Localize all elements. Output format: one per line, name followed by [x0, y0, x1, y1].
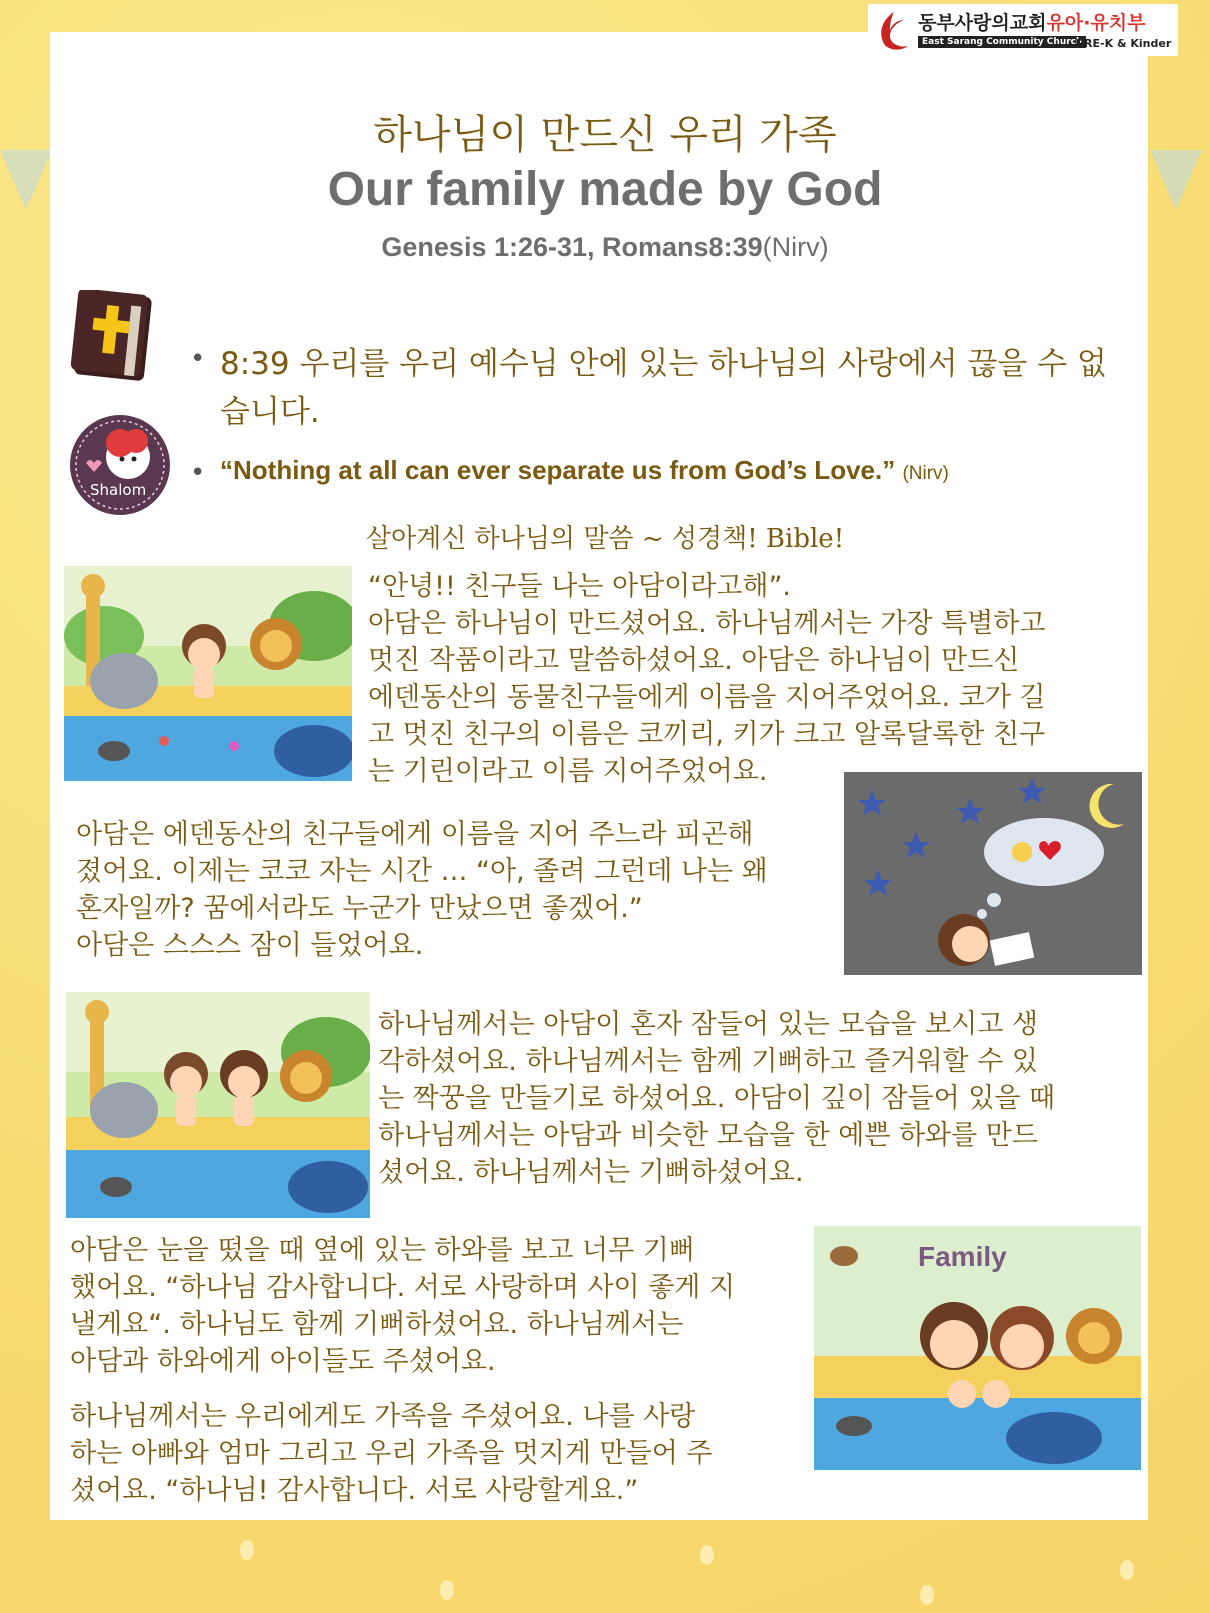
logo-english-name: East Sarang Community Church: [918, 36, 1086, 48]
background-light: [920, 1585, 934, 1605]
paragraph-adam-intro: “안녕!! 친구들 나는 아담이라고해”. 아담은 하나님이 만드셨어요. 하나님께서는 가장 특별하고 멋진 작품이라고 말씀하셨어요. 아담은 하나님이 만드신 에덴동산의 동물친구들에게 이름을 지어주었어요. 코가 길 고 멋진 친구의 이름은 코끼리, 키가 크고 알록달록한 친구 는 기린이라고 이름 지어주었어요.: [368, 571, 1046, 787]
scripture-reference: Genesis 1:26-31, Romans8:39(Nirv): [381, 232, 829, 262]
family-label: Family: [918, 1241, 1007, 1272]
eden-animals-illustration: [64, 566, 352, 781]
paragraph-eve-created: 하나님께서는 아담이 혼자 잠들어 있는 모습을 보시고 생 각하셨어요. 하나님께서는 함께 기뻐하고 즐거워할 수 있 는 짝꿍을 만들기로 하셨어요. 아담이 깊이 잠들어 있을 때 하나님께서는 아담과 비슷한 모습을 한 예쁜 하와를 만드 셨어요. 하나님께서는 기뻐하셨어요.: [378, 1009, 1056, 1188]
verse-korean: 8:39 우리를 우리 예수님 안에 있는 하나님의 사랑에서 끊을 수 없습니다.: [220, 346, 1107, 430]
verse-english: “Nothing at all can ever separate us from God’s Love.” (Nirv): [220, 455, 949, 485]
bullet-dot: •: [190, 458, 206, 488]
background-light: [1120, 1560, 1134, 1580]
logo-name: 동부사랑의교회유아·유치부: [918, 12, 1146, 34]
church-flame-icon: [874, 10, 914, 52]
bible-caption: 살아계신 하나님의 말씀 ~ 성경책! Bible!: [365, 524, 845, 554]
title-english: Our family made by God: [327, 163, 883, 216]
paragraph-our-family: 하나님께서는 우리에게도 가족을 주셨어요. 나를 사랑 하는 아빠와 엄마 그리고 우리 가족을 멋지게 만들어 주 셨어요. “하나님! 감사합니다. 서로 사랑할게요.”: [70, 1401, 713, 1506]
adam-dreaming-illustration: [844, 772, 1142, 975]
paragraph-adam-eve-joy: 아담은 눈을 떴을 때 옆에 있는 하와를 보고 너무 기뻐 했어요. “하나님 감사합니다. 서로 사랑하며 사이 좋게 지 낼게요“. 하나님도 함께 기뻐하셨어요. 하나님께서는 아담과 하와에게 아이들도 주셨어요.: [70, 1235, 736, 1377]
adam-and-eve-illustration: [66, 992, 370, 1218]
shalom-badge-icon: [68, 413, 172, 517]
bible-cross-icon: [70, 290, 160, 382]
shalom-badge-text: Shalom: [90, 481, 147, 499]
church-logo: [868, 4, 1178, 56]
background-light: [240, 1540, 254, 1560]
paragraph-adam-sleep: 아담은 에덴동산의 친구들에게 이름을 지어 주느라 피곤해 졌어요. 이제는 코코 자는 시간 … “아, 졸려 그런데 나는 왜 혼자일까? 꿈에서라도 누군가 만났으면 좋겠어.” 아담은 스스스 잠이 들었어요.: [76, 819, 768, 961]
background-light: [700, 1545, 714, 1565]
title-korean: 하나님이 만드신 우리 가족: [373, 112, 837, 158]
background-light: [440, 1580, 454, 1600]
family-illustration: [814, 1226, 1141, 1470]
bullet-dot: •: [190, 344, 206, 374]
logo-program: PRE-K & Kinder: [1076, 37, 1172, 50]
